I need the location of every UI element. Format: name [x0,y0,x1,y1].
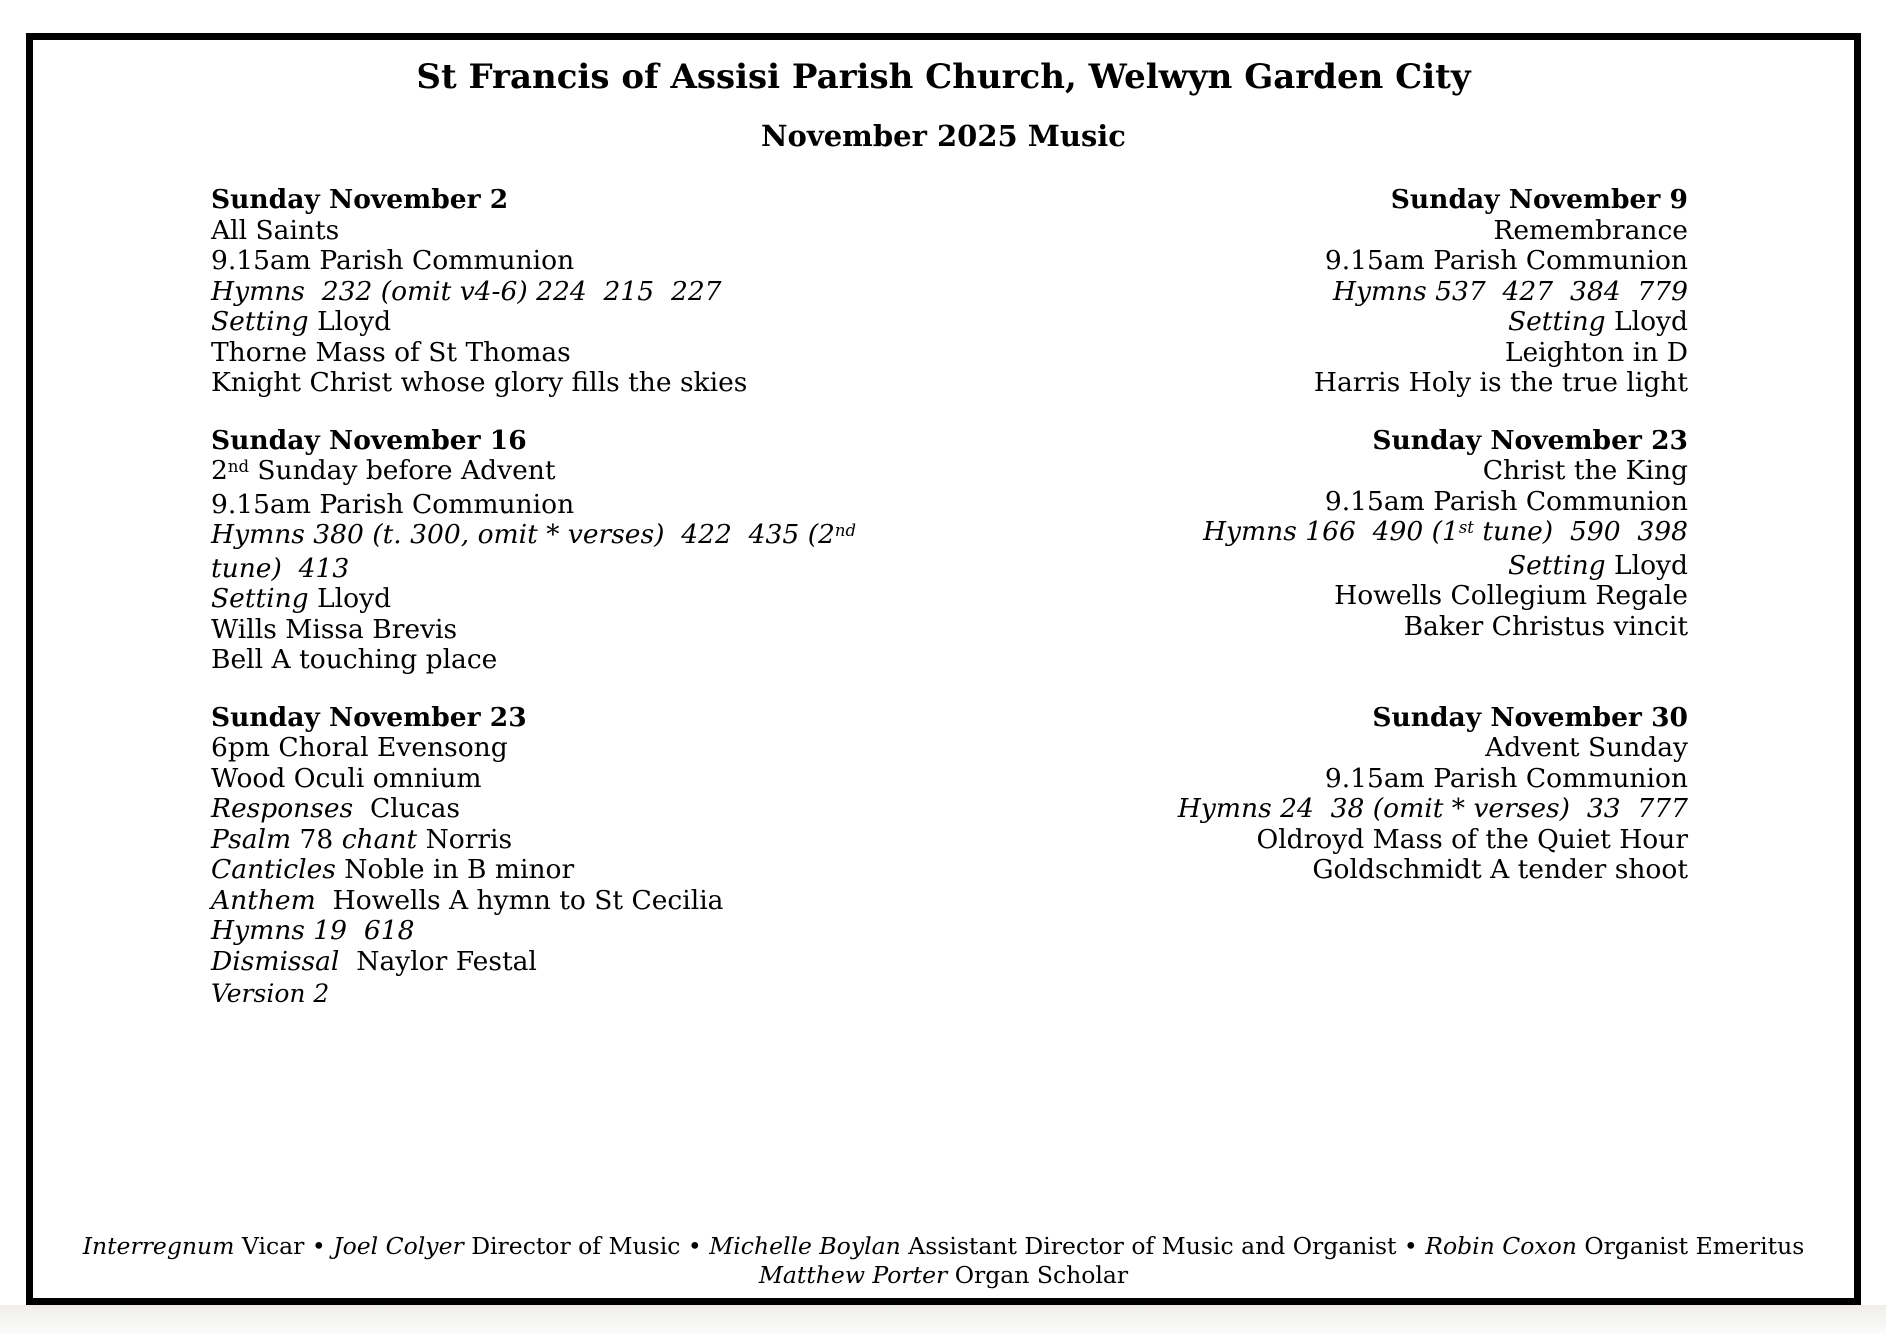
schedule-line [211,855,930,886]
text-segment: Matthew Porter [758,1261,948,1289]
text-segment: Baker Christus vincit [1403,610,1688,642]
schedule-line [211,916,930,947]
schedule-line [970,551,1689,582]
schedule-line [211,886,930,917]
text-segment: Michelle Boylan [709,1232,901,1260]
schedule-line [211,947,930,978]
service-date-heading: Sunday November 30 [1372,701,1688,733]
schedule-line [970,581,1689,612]
text-segment: All Saints [211,214,340,246]
text-segment: Remembrance [1493,214,1688,246]
service-date-heading: Sunday November 23 [1372,424,1688,456]
service-date-heading: Sunday November 16 [211,424,527,456]
schedule-line [970,517,1689,551]
text-segment: Setting [1507,306,1606,337]
text-segment: Hymns 19 618 [211,915,415,946]
text-segment: Setting [211,306,309,337]
text-segment: 9.15am Parish Communion [1324,485,1688,517]
schedule-line [970,216,1689,247]
page-subtitle: November 2025 Music [761,119,1126,153]
text-segment: Lloyd [1605,549,1688,581]
schedule-line [970,612,1689,643]
schedule-line [211,794,930,825]
text-segment: Assistant Director of Music and Organist • [900,1232,1426,1260]
schedule-line [970,368,1689,399]
schedule-line [211,584,930,615]
text-segment: Director of Music • [463,1232,710,1260]
service-block-nov-2 [211,185,930,399]
footer-credits-line1 [33,1232,1854,1261]
schedule-line [211,338,930,369]
schedule-line [211,733,930,764]
schedule-line [211,490,930,521]
text-segment: Noble in B minor [335,854,575,885]
text-segment: Hymns 380 (t. 300, omit * verses) 422 435 (2 [211,519,835,550]
text-segment: Wood Oculi omnium [211,762,482,794]
schedule-line [970,733,1689,764]
text-segment: tune) 413 [211,519,865,584]
text-segment: Leighton in D [1504,336,1688,368]
schedule-line [970,825,1689,856]
text-segment: Lloyd [308,306,392,337]
schedule-line [211,764,930,795]
schedule-line [970,307,1689,338]
schedule-line [211,520,930,584]
text-segment: Sunday before Advent [248,455,556,486]
text-segment: Setting [211,583,309,614]
text-segment: 78 [291,823,342,855]
text-segment: Psalm [211,823,292,855]
footer-credits [33,1232,1854,1290]
text-segment: nd [834,520,856,540]
service-block-nov-9 [970,185,1689,399]
text-segment: Wills Missa Brevis [211,613,458,645]
schedule-line [970,246,1689,277]
text-segment: Dismissal [211,945,340,977]
text-segment: Christ the King [1482,455,1688,486]
page-title: St Francis of Assisi Parish Church, Welwyn Garden City [416,57,1471,97]
schedule-line [970,456,1689,487]
text-segment: Advent Sunday [1485,732,1688,763]
schedule-grid [33,185,1854,977]
schedule-line [211,368,930,399]
text-segment: tune) 590 398 [1473,516,1688,547]
schedule-line [970,277,1689,308]
text-segment: Howells A hymn to St Cecilia [315,884,724,916]
text-segment: Canticles [211,854,336,885]
footer-credits-line2 [33,1261,1854,1290]
service-block-nov-23 [970,426,1689,676]
schedule-line [970,855,1689,886]
text-segment: Lloyd [308,583,392,614]
text-segment: 9.15am Parish Communion [211,245,575,276]
text-segment: 9.15am Parish Communion [1324,762,1688,794]
schedule-line [970,794,1689,825]
service-date-heading: Sunday November 9 [1390,184,1688,215]
text-segment: Lloyd [1605,306,1688,337]
version-note [33,979,1854,1009]
service-block-nov-23-evensong [211,703,930,978]
service-date-heading: Sunday November 23 [211,701,527,733]
text-segment: Hymns 232 (omit v4-6) 224 215 227 [211,275,722,307]
service-date-heading: Sunday November 2 [211,184,509,215]
schedule-line [970,487,1689,518]
schedule-line [211,615,930,646]
schedule-line [211,307,930,338]
schedule-line [211,216,930,247]
text-segment: Interregnum [82,1232,235,1260]
text-segment: Hymns 24 38 (omit * verses) 33 777 [1177,793,1688,824]
text-segment: 9.15am Parish Communion [1324,245,1688,276]
text-segment: Clucas [353,793,461,824]
schedule-line [970,338,1689,369]
text-segment: Hymns 537 427 384 779 [1332,275,1688,307]
music-list-document [26,33,1861,1305]
text-segment: 2 [211,455,228,486]
page-edge-shadow [0,1305,1886,1334]
service-block-nov-30 [970,703,1689,978]
text-segment: Goldschmidt A tender shoot [1312,854,1688,885]
schedule-line [211,277,930,308]
text-segment: Thorne Mass of St Thomas [211,336,571,368]
text-segment: Harris Holy is the true light [1313,367,1688,398]
text-segment: Robin Coxon [1425,1232,1577,1260]
text-segment: Organist Emeritus [1576,1232,1805,1260]
text-segment: Anthem [211,884,316,916]
text-segment: Setting [1507,549,1606,581]
text-segment: 6pm Choral Evensong [211,732,508,763]
text-segment: chant [341,823,418,855]
text-segment: Oldroyd Mass of the Quiet Hour [1256,823,1688,855]
text-segment: Responses [211,793,354,824]
text-segment: Howells Collegium Regale [1334,580,1688,611]
schedule-line [211,456,930,490]
text-segment: 9.15am Parish Communion [211,488,575,520]
service-block-nov-16 [211,426,930,676]
text-segment: Bell A touching place [211,644,498,675]
text-segment: Knight Christ whose glory fills the skies [211,367,748,398]
schedule-line [970,764,1689,795]
text-segment: Organ Scholar [947,1261,1129,1289]
text-segment: Vicar • [234,1232,334,1260]
text-segment: Naylor Festal [339,945,537,977]
text-segment: Joel Colyer [333,1232,464,1260]
text-segment: Hymns 166 490 (1 [1202,516,1459,547]
text-segment: Version 2 [211,979,330,1008]
text-segment: nd [227,456,249,476]
text-segment: st [1458,517,1474,537]
schedule-line [211,645,930,676]
text-segment: Norris [417,823,513,855]
schedule-line [211,825,930,856]
schedule-line [211,246,930,277]
